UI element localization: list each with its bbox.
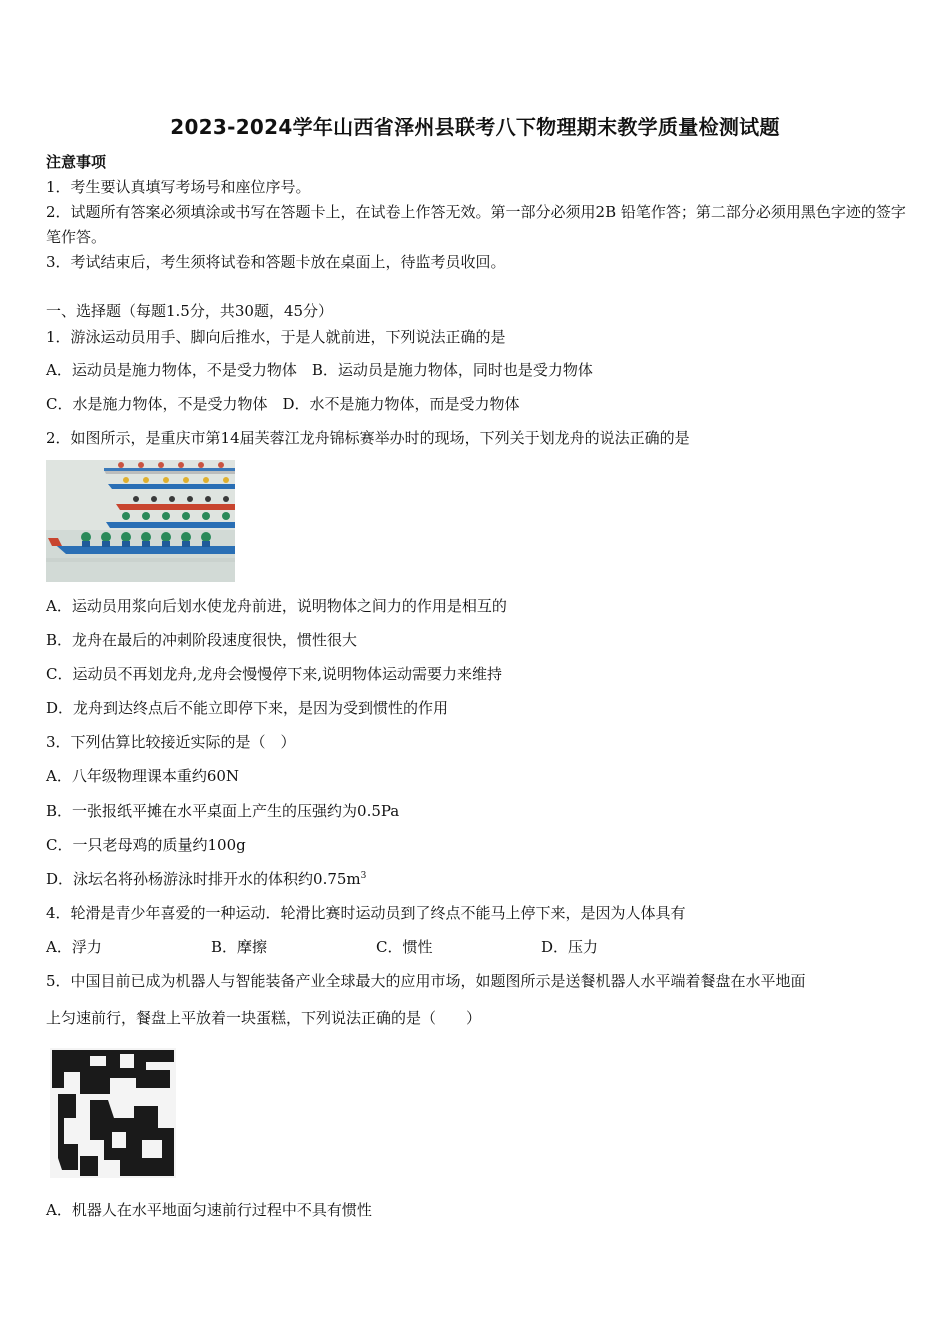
- question-stem: 2．如图所示，是重庆市第14届芙蓉江龙舟锦标赛举办时的现场，下列关于划龙舟的说法正确的是: [46, 429, 690, 447]
- serving-robot-photo: [50, 1048, 176, 1178]
- option-row: C．水是施力物体，不是受力物体 D．水不是施力物体，而是受力物体: [46, 395, 520, 413]
- option-a: A．运动员用浆向后划水使龙舟前进，说明物体之间力的作用是相互的: [46, 597, 507, 615]
- robot-illustration: [50, 1048, 176, 1178]
- dragon-boat-illustration: [46, 460, 235, 582]
- option-c: C．惯性: [376, 938, 433, 956]
- option-b: B．一张报纸平摊在水平桌面上产生的压强约为0.5Pa: [46, 802, 400, 820]
- notice-item: 1．考生要认真填写考场号和座位序号。: [46, 178, 311, 196]
- option-a: A．浮力: [46, 938, 102, 956]
- dragon-boat-photo: [46, 460, 235, 582]
- option-a: A．八年级物理课本重约60N: [46, 767, 240, 785]
- notice-item: 2．试题所有答案必须填涂或书写在答题卡上，在试卷上作答无效。第一部分必须用2B 铅笔作答；第二部分必须用黑色字迹的签字笔作答。: [46, 203, 906, 246]
- option-row: A．运动员是施力物体，不是受力物体 B．运动员是施力物体，同时也是受力物体: [46, 361, 593, 379]
- option-d-text: D．泳坛名将孙杨游泳时排开水的体积约0.75m: [46, 870, 361, 888]
- notice-heading: 注意事项: [46, 153, 107, 171]
- option-d: [46, 869, 366, 889]
- option-d: D．龙舟到达终点后不能立即停下来，是因为受到惯性的作用: [46, 699, 449, 717]
- option-b: B．摩擦: [211, 938, 268, 956]
- question-stem-continued: 上匀速前行，餐盘上平放着一块蛋糕，下列说法正确的是（ ）: [46, 1009, 482, 1027]
- option-c: C．运动员不再划龙舟,龙舟会慢慢停下来,说明物体运动需要力来维持: [46, 665, 503, 683]
- notice-item: 3．考试结束后，考生须将试卷和答题卡放在桌面上，待监考员收回。: [46, 253, 506, 271]
- question-stem: 1．游泳运动员用手、脚向后推水，于是人就前进，下列说法正确的是: [46, 328, 506, 346]
- question-stem: 3．下列估算比较接近实际的是（ ）: [46, 733, 296, 751]
- page-title: 2023-2024学年山西省泽州县联考八下物理期末教学质量检测试题: [170, 115, 780, 139]
- question-stem: 4．轮滑是青少年喜爱的一种运动．轮滑比赛时运动员到了终点不能马上停下来，是因为人体具有: [46, 904, 686, 922]
- question-stem: 5．中国目前已成为机器人与智能装备产业全球最大的应用市场，如题图所示是送餐机器人水平端着餐盘在水平地面: [46, 972, 806, 990]
- superscript: 3: [360, 871, 367, 881]
- option-a: A．机器人在水平地面匀速前行过程中不具有惯性: [46, 1201, 372, 1219]
- section-heading: 一、选择题（每题1.5分，共30题，45分）: [46, 302, 334, 320]
- option-b: B．龙舟在最后的冲刺阶段速度很快，惯性很大: [46, 631, 358, 649]
- option-c: C．一只老母鸡的质量约100g: [46, 836, 246, 854]
- option-d: D．压力: [541, 938, 599, 956]
